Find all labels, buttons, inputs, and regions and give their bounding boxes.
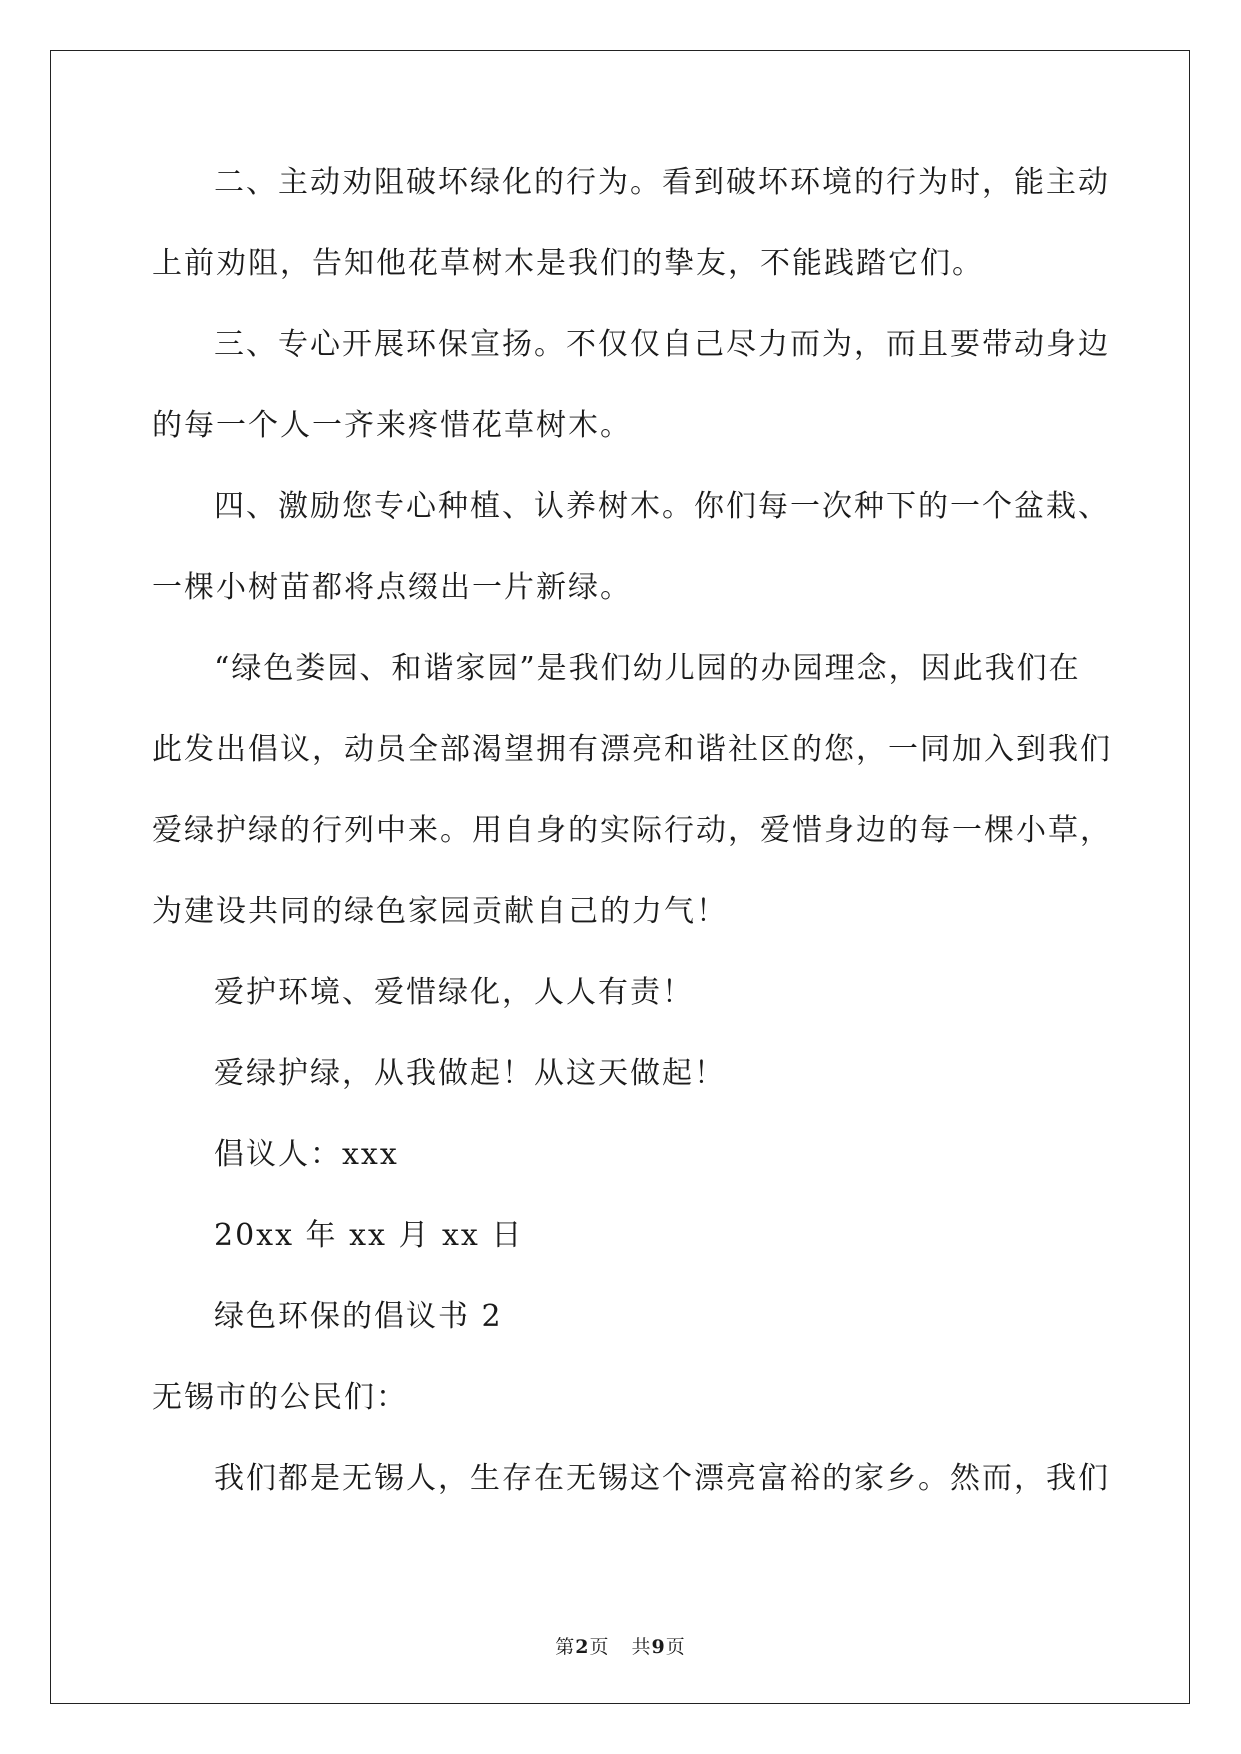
footer-page-suffix: 页 [589,1636,610,1658]
paragraph-line: 爱绿护绿的行列中来。用自身的实际行动，爱惜身边的每一棵小草， [152,813,1112,848]
paragraph-line: 此发出倡议，动员全部渴望拥有漂亮和谐社区的您，一同加入到我们 [152,732,1112,767]
paragraph-line: 我们都是无锡人，生存在无锡这个漂亮富裕的家乡。然而，我们 [214,1461,1110,1496]
footer-page-total: 9 [651,1636,666,1658]
paragraph-line: “绿色娄园、和谐家园”是我们幼儿园的办园理念，因此我们在 [214,651,1081,686]
footer-page-prefix: 第 [555,1636,576,1658]
footer-total-prefix: 共 [631,1636,652,1658]
date-line: 20xx 年 xx 月 xx 日 [214,1218,524,1253]
document-body [152,163,1112,1540]
paragraph-line: 二、主动劝阻破坏绿化的行为。看到破坏环境的行为时，能主动 [214,165,1110,200]
signature-line: 倡议人：xxx [214,1137,399,1172]
section-title: 绿色环保的倡议书 2 [214,1299,503,1334]
paragraph-line: 的每一个人一齐来疼惜花草树木。 [152,408,632,443]
paragraph-line: 为建设共同的绿色家园贡献自己的力气！ [152,894,728,929]
salutation-line: 无锡市的公民们： [152,1380,408,1415]
footer-total-suffix: 页 [665,1636,686,1658]
slogan-line: 爱护环境、爱惜绿化，人人有责！ [214,975,694,1010]
slogan-line: 爱绿护绿，从我做起！从这天做起！ [214,1056,726,1091]
paragraph-line: 一棵小树苗都将点缀出一片新绿。 [152,570,632,605]
paragraph-line: 四、激励您专心种植、认养树木。你们每一次种下的一个盆栽、 [214,489,1110,524]
paragraph-line: 三、专心开展环保宣扬。不仅仅自己尽力而为，而且要带动身边 [214,327,1110,362]
footer-page-current: 2 [575,1636,590,1658]
paragraph-line: 上前劝阻，告知他花草树木是我们的挚友，不能践踏它们。 [152,246,984,281]
page-footer [0,1632,1241,1659]
